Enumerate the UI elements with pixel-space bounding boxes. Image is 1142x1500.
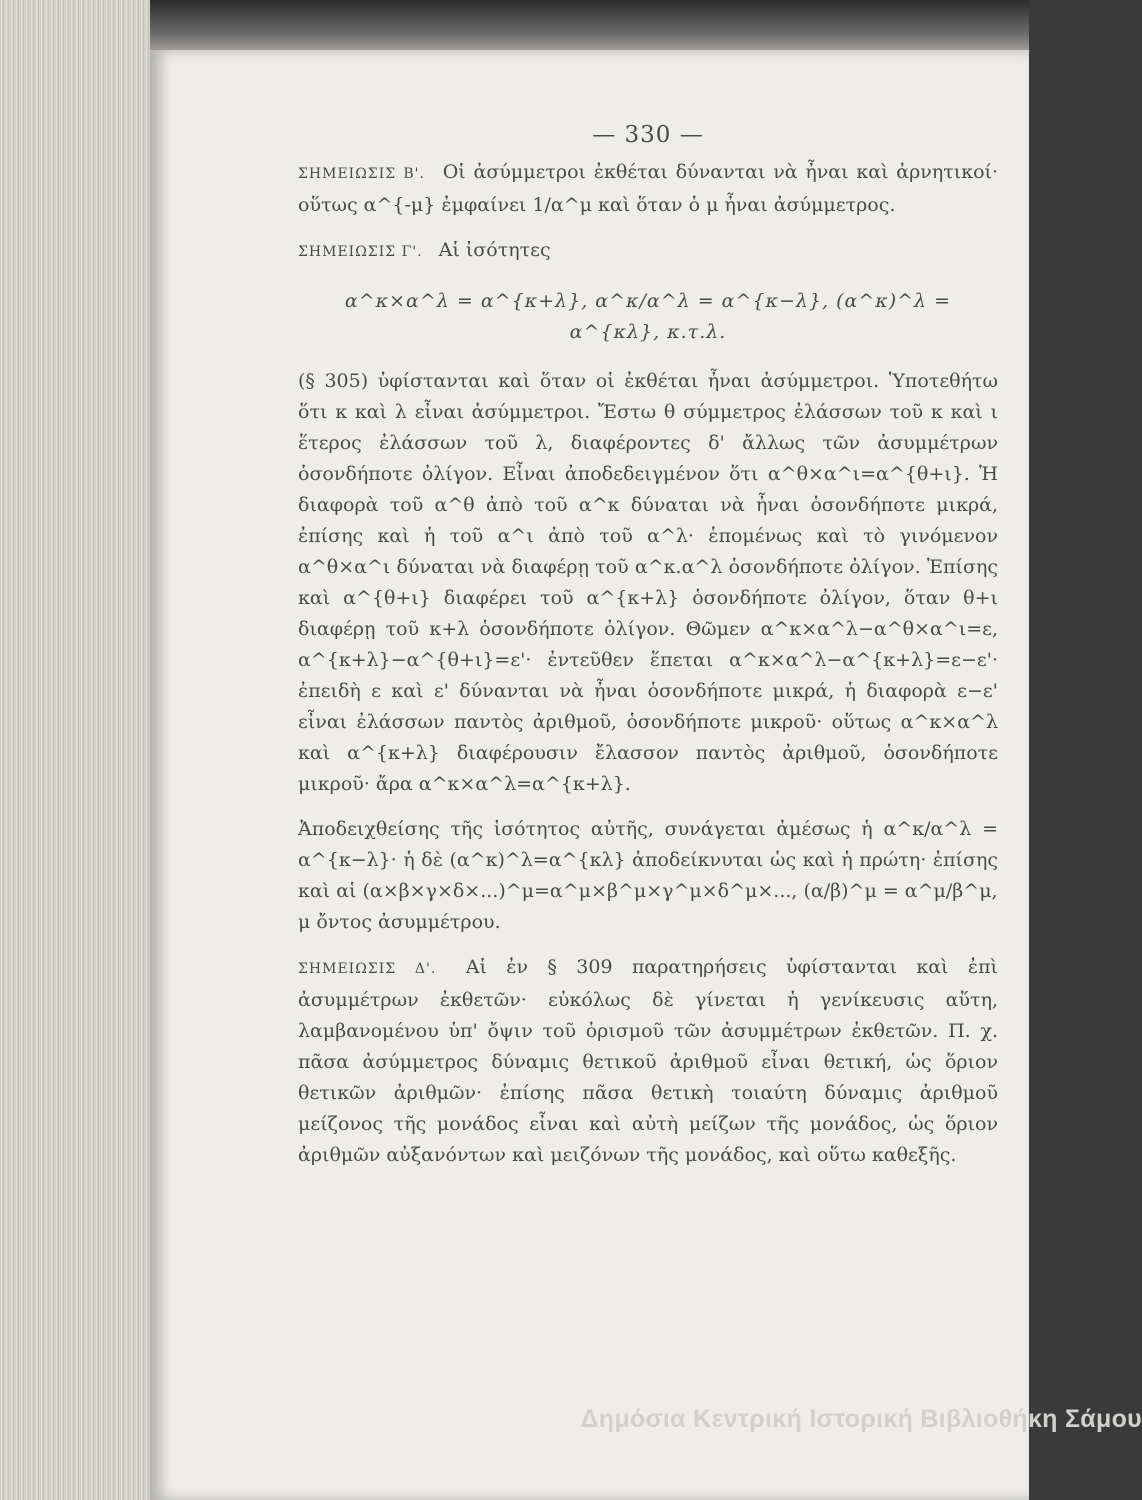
note-c-formula: α^κ×α^λ = α^{κ+λ}, α^κ/α^λ = α^{κ−λ}, (α^κ)^λ = α^{κλ}, κ.τ.λ. [344,290,952,343]
book-page-edges [0,0,150,1500]
library-watermark: Δημόσια Κεντρική Ιστορική Βιβλιοθήκη Σάμου [580,1405,1142,1433]
page-content [298,120,998,1171]
note-b-label: ΣΗΜΕΙΩΣΙΣ Β'. [298,166,425,182]
note-d [298,952,998,1171]
note-b [298,157,998,221]
note-c-paragraph: (§ 305) ὑφίστανται καὶ ὅταν οἱ ἐκθέται ἦναι ἀσύμμετροι. Ὑποτεθήτω ὅτι κ καὶ λ εἶναι ἀσύμμετροι. Ἔστω θ σύμμετρος ἐλάσσων τοῦ κ καὶ ι ἕτερος ἐλάσσων τοῦ λ, διαφέροντες δ' ἄλλως τῶν ἀσυμμέτρων ὁσονδήποτε ὀλίγον. Εἶναι ἀποδεδειγμένον ὅτι α^θ×α^ι=α^{θ+ι}. Ἡ διαφορὰ τοῦ α^θ ἀπὸ τοῦ α^κ δύναται νὰ ἦναι ὁσονδήποτε μικρά, ἐπίσης καὶ ἡ τοῦ α^ι ἀπὸ τοῦ α^λ· ἑπομένως καὶ τὸ γινόμενον α^θ×α^ι δύναται νὰ διαφέρῃ τοῦ α^κ.α^λ ὁσονδήποτε ὀλίγον. Ἐπίσης καὶ α^{θ+ι} διαφέρει τοῦ α^{κ+λ} ὁσονδήποτε ὀλίγον, ὅταν θ+ι διαφέρῃ τοῦ κ+λ ὁσονδήποτε ὀλίγον. Θῶμεν α^κ×α^λ−α^θ×α^ι=ε, α^{κ+λ}−α^{θ+ι}=ε'· ἐντεῦθεν ἕπεται α^κ×α^λ−α^{κ+λ}=ε−ε'· ἐπειδὴ ε καὶ ε' δύνανται νὰ ἦναι ὁσονδήποτε μικρά, ἡ διαφορὰ ε−ε' εἶναι ἐλάσσων παντὸς ἀριθμοῦ, ὁσονδήποτε μικροῦ· οὕτως α^κ×α^λ καὶ α^{κ+λ} διαφέρουσιν ἔλασσον παντὸς ἀριθμοῦ, ὁσονδήποτε μικροῦ· ἄρα α^κ×α^λ=α^{κ+λ}. [298,370,998,795]
book-page [150,50,1142,1500]
note-c-paragraph-2-end: μ ὄντος ἀσυμμέτρου. [298,911,501,933]
note-c-paragraph-2: Ἀποδειχθείσης τῆς ἰσότητος αὐτῆς, συνάγεται ἀμέσως ἡ α^κ/α^λ = α^{κ−λ}· ἡ δὲ (α^κ)^λ=α^{κλ} ἀποδείκνυται ὡς καὶ ἡ πρώτη· ἐπίσης καὶ αἱ (α×β×γ×δ×...)^μ=α^μ×β^μ×γ^μ×δ^μ×..., (α/β)^μ = α^μ/β^μ, [298,818,998,902]
note-d-label: ΣΗΜΕΙΩΣΙΣ Δ'. [298,961,437,977]
note-c-intro: Αἱ ἰσότητες [438,239,551,261]
note-c-label: ΣΗΜΕΙΩΣΙΣ Γ'. [298,244,423,260]
note-d-text: Αἱ ἐν § 309 παρατηρήσεις ὑφίστανται καὶ ἐπὶ ἀσυμμέτρων ἐκθετῶν· εὐκόλως δὲ γίνεται ἡ γενίκευσις αὕτη, λαμβανομένου ὑπ' ὄψιν τοῦ ὁρισμοῦ τῶν ἀσυμμέτρων ἐκθετῶν. Π. χ. πᾶσα ἀσύμμετρος δύναμις θετικοῦ ἀριθμοῦ εἶναι θετική, ὡς ὅριον θετικῶν ἀριθμῶν· ἐπίσης πᾶσα θετικὴ τοιαύτη δύναμις ἀριθμοῦ μείζονος τῆς μονάδος εἶναι καὶ αὐτὴ μείζων τῆς μονάδος, ὡς ὅριον ἀριθμῶν αὐξανόντων καὶ μειζόνων τῆς μονάδος, καὶ οὕτω καθεξῆς. [298,956,999,1166]
note-b-text: Οἱ ἀσύμμετροι ἐκθέται δύνανται νὰ ἦναι καὶ ἀρνητικοί· οὕτως α^{-μ} ἐμφαίνει 1/α^μ καὶ ὅταν ὁ μ ἦναι ἀσύμμετρος. [298,161,999,216]
page-number: — 330 — [592,122,704,148]
note-c-heading [298,235,998,268]
